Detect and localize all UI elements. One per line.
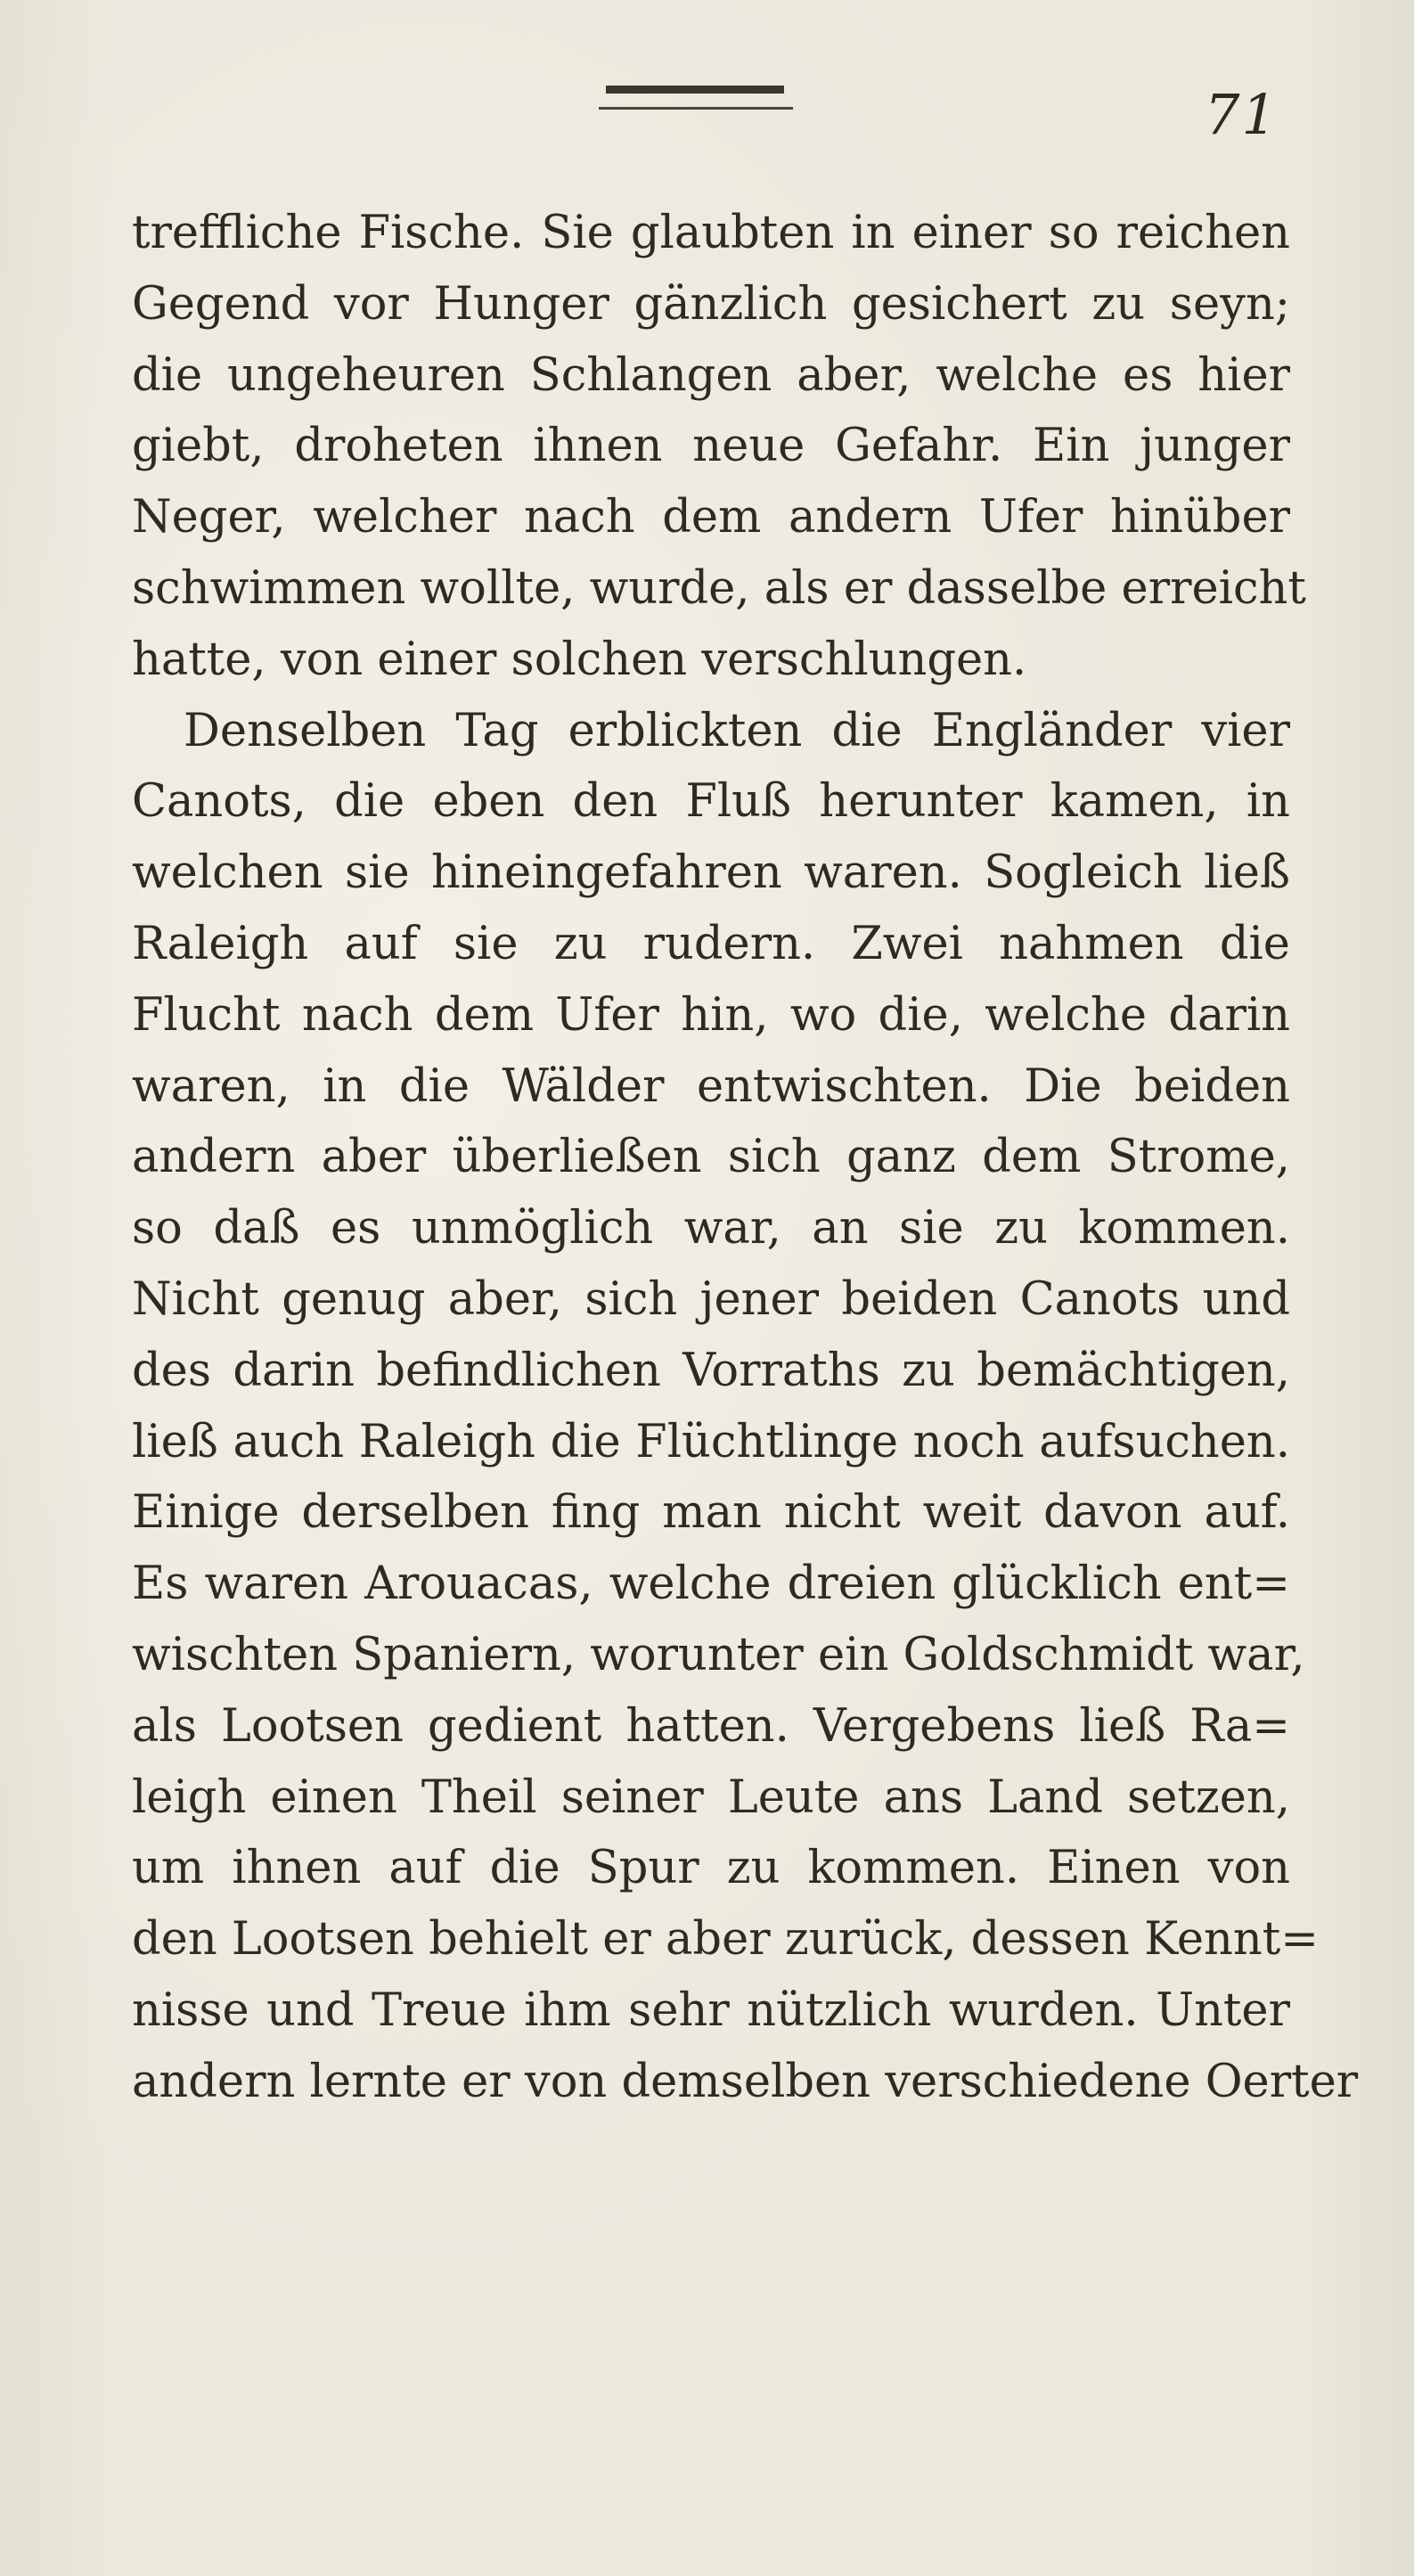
text-line: leigh einen Theil seiner Leute ans Land setzen, [132, 1770, 1290, 1824]
text-line: als Lootsen gedient hatten. Vergebens ließ Ra= [132, 1699, 1290, 1753]
text-line: Nicht genug aber, sich jener beiden Canots und [132, 1272, 1290, 1326]
text-line: so daß es unmöglich war, an sie zu kommen. [132, 1202, 1290, 1255]
text-line: den Lootsen behielt er aber zurück, dessen Kennt= [132, 1913, 1319, 1967]
text-line: ließ auch Raleigh die Flüchtlinge noch aufsuchen. [132, 1415, 1290, 1468]
text-line: andern aber überließen sich ganz dem Strome, [132, 1131, 1290, 1184]
header-rule-thin [599, 107, 793, 110]
text-line: wischten Spaniern, worunter ein Goldschmidt war, [132, 1628, 1305, 1681]
page-number: 71 [1205, 82, 1279, 147]
text-line: hatte, von einer solchen verschlungen. [132, 633, 1027, 686]
header-rule-thick [606, 86, 784, 94]
text-line: treffliche Fische. Sie glaubten in einer so reichen [132, 207, 1290, 259]
text-line: Neger, welcher nach dem andern Ufer hinüber [132, 491, 1290, 544]
text-line: waren, in die Wälder entwischten. Die beiden [132, 1059, 1290, 1113]
text-line: Einige derselben fing man nicht weit davon auf. [132, 1486, 1290, 1540]
text-line: des darin befindlichen Vorraths zu bemächtigen, [132, 1344, 1290, 1397]
text-line: Raleigh auf sie zu rudern. Zwei nahmen die [132, 917, 1290, 970]
text-line: andern lernte er von demselben verschiedene Oerter [132, 2055, 1359, 2108]
text-line: nisse und Treue ihm sehr nützlich wurden. Unter [132, 1983, 1290, 2037]
text-line: schwimmen wollte, wurde, als er dasselbe erreicht [132, 561, 1306, 615]
text-line: giebt, droheten ihnen neue Gefahr. Ein junger [132, 420, 1290, 473]
text-line: Es waren Arouacas, welche dreien glücklich ent= [132, 1558, 1290, 1611]
text-line: Denselben Tag erblickten die Engländer vier [184, 704, 1290, 757]
text-line: welchen sie hineingefahren waren. Sogleich ließ [132, 846, 1290, 900]
text-line: die ungeheuren Schlangen aber, welche es hier [132, 348, 1290, 402]
text-line: Canots, die eben den Fluß herunter kamen, in [132, 775, 1290, 829]
text-line: Flucht nach dem Ufer hin, wo die, welche darin [132, 988, 1290, 1042]
text-line: um ihnen auf die Spur zu kommen. Einen von [132, 1842, 1290, 1895]
header-rule [599, 86, 793, 116]
text-line: Gegend vor Hunger gänzlich gesichert zu seyn; [132, 277, 1290, 331]
body-text [132, 198, 1359, 2118]
